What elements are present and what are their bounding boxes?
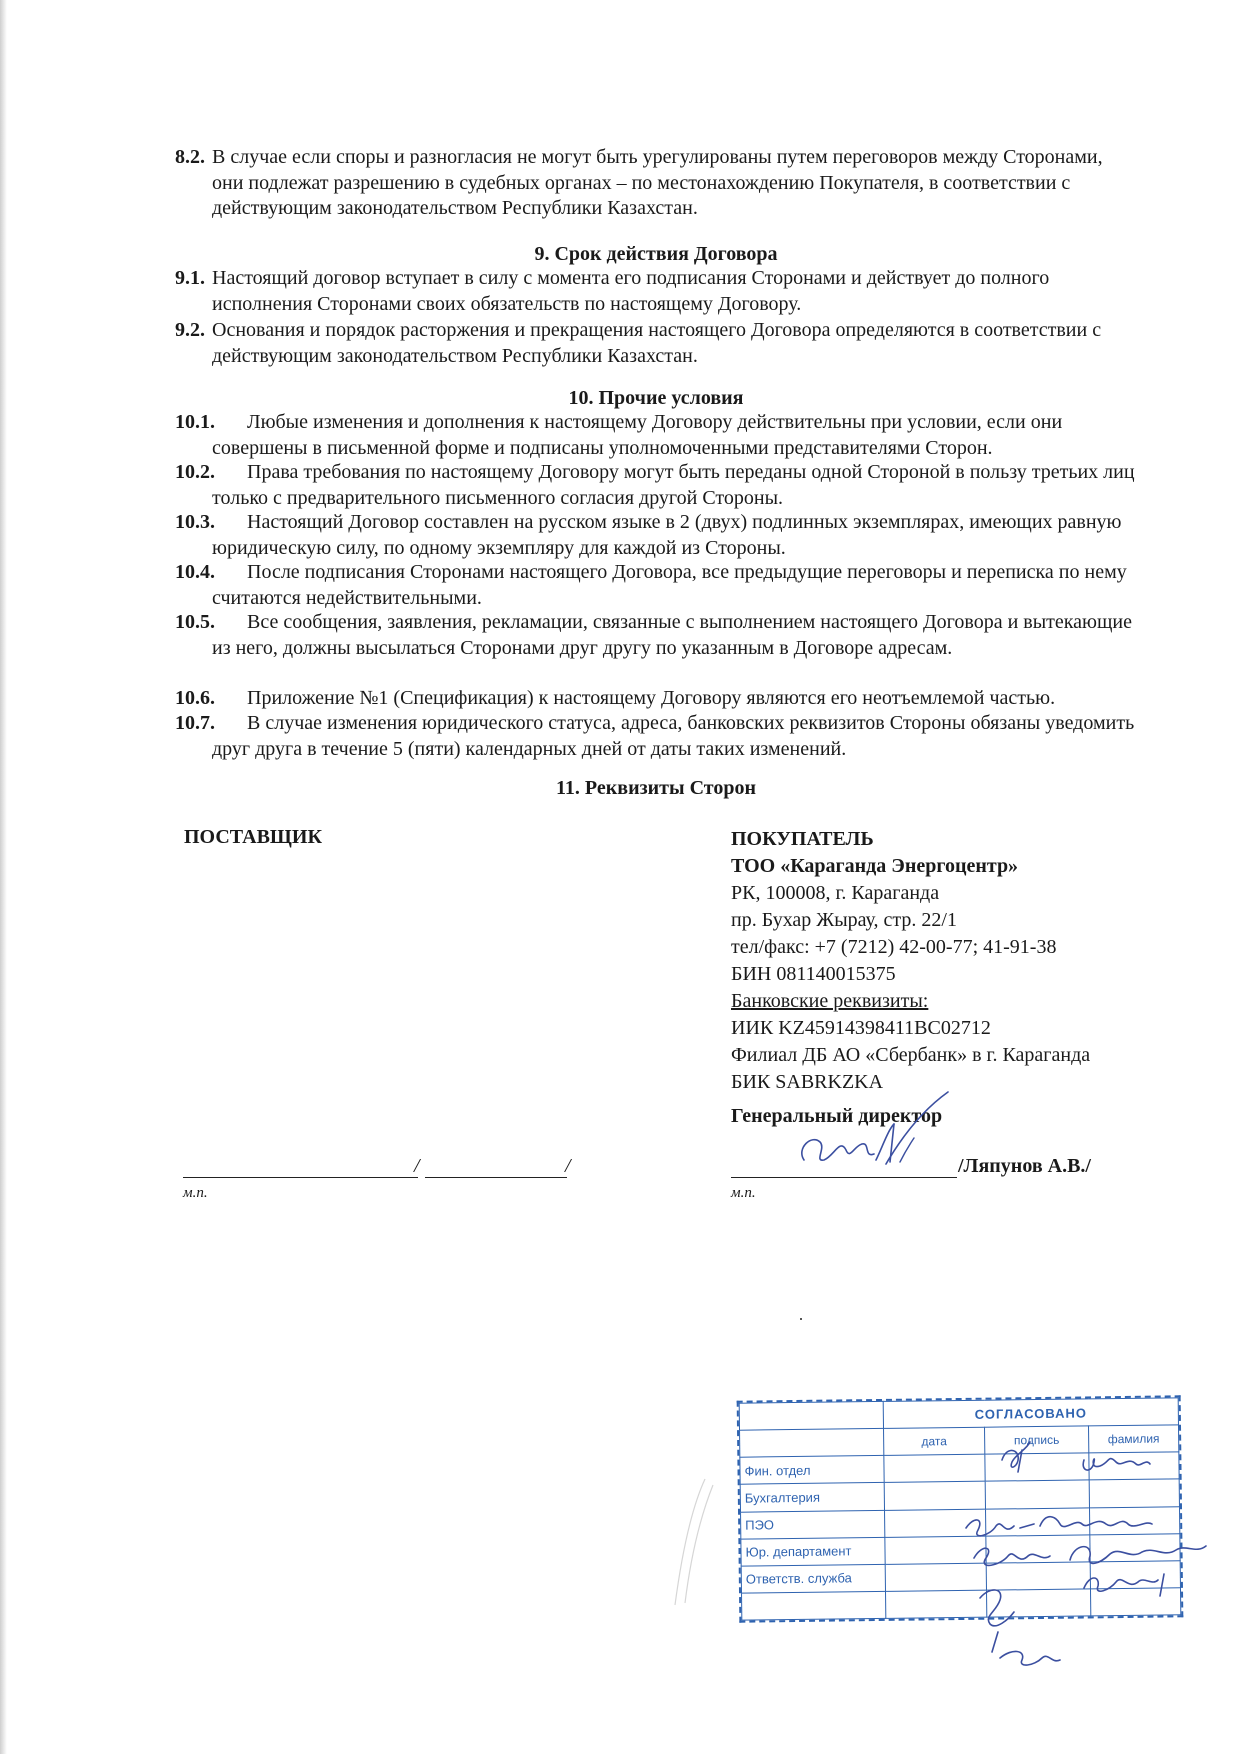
clause-10-4 <box>175 560 1137 611</box>
clause-number: 10.6. <box>175 687 215 709</box>
supplier-stamp-place: м.п. <box>183 1185 208 1201</box>
clause-10-3 <box>175 510 1137 561</box>
buyer-bank-label: Банковские реквизиты: <box>731 990 929 1012</box>
supplier-slash-1: / <box>414 1155 420 1177</box>
clause-10-7 <box>175 711 1137 762</box>
stamp-row-label: Ответств. служба <box>741 1564 885 1593</box>
clause-text: После подписания Сторонами настоящего Договора, все предыдущие переговоры и переписка по нему считаются недействительными. <box>212 561 1127 609</box>
clause-number: 10.1. <box>175 411 215 433</box>
clause-number: 10.3. <box>175 511 215 533</box>
section-10-title: 10. Прочие условия <box>568 387 744 409</box>
clause-text: Права требования по настоящему Договору могут быть переданы одной Стороной в пользу третьих лиц только с предварительного письменного согласия другой Стороны. <box>212 461 1135 509</box>
buyer-bank: Филиал ДБ АО «Сбербанк» в г. Караганда <box>731 1044 1091 1066</box>
stamp-cell <box>742 1591 886 1620</box>
buyer-stamp-place: м.п. <box>731 1185 756 1201</box>
clause-text: В случае если споры и разногласия не могут быть урегулированы путем переговоров между Сторонами, они подлежат разрешению в судебных органах – по местонахождению Покупателя, в соответствии с действующим законодательством Республики Казахстан. <box>212 146 1103 219</box>
clause-text: Основания и порядок расторжения и прекращения настоящего Договора определяются в соответствии с действующим законодательством Республики Казахстан. <box>212 319 1102 367</box>
clause-10-1 <box>175 410 1137 461</box>
stamp-row-label: Фин. отдел <box>740 1456 884 1485</box>
clause-text: Все сообщения, заявления, рекламации, связанные с выполнением настоящего Договора и вытекающие из него, должны высылаться Сторонами друг другу по указанным в Договоре адресам. <box>212 611 1132 659</box>
buyer-director-title: Генеральный директор <box>731 1105 943 1127</box>
buyer-address-1: РК, 100008, г. Караганда <box>731 882 940 904</box>
clause-number: 10.7. <box>175 712 215 734</box>
buyer-director-name: /Ляпунов А.В./ <box>958 1155 1091 1177</box>
stamp-col-date: дата <box>884 1427 985 1455</box>
stamp-corner-cell <box>739 1401 883 1430</box>
clause-9-1 <box>175 266 1137 317</box>
clause-number: 10.4. <box>175 561 215 583</box>
clause-number: 9.1. <box>175 267 205 289</box>
clause-10-5 <box>175 610 1137 661</box>
clause-8-2 <box>175 145 1137 222</box>
supplier-slash-2: / <box>565 1155 571 1177</box>
buyer-iik: ИИК KZ45914398411BC02712 <box>731 1017 991 1039</box>
clause-text: Настоящий Договор составлен на русском языке в 2 (двух) подлинных экземплярах, имеющих равную юридическую силу, по одному экземпляру для каждой из Стороны. <box>212 511 1122 559</box>
stamp-col-signature: подпись <box>985 1426 1089 1454</box>
clause-text: В случае изменения юридического статуса, адреса, банковских реквизитов Стороны обязаны уведомить друг друга в течение 5 (пяти) календарных дней от даты таких изменений. <box>212 712 1135 760</box>
stamp-row-label: ПЭО <box>741 1510 885 1539</box>
clause-number: 8.2. <box>175 146 205 168</box>
clause-10-6 <box>175 686 1137 712</box>
buyer-bik: БИК SABRKZKA <box>731 1071 884 1093</box>
clause-10-2 <box>175 460 1137 511</box>
buyer-heading: ПОКУПАТЕЛЬ <box>731 828 874 850</box>
clause-text: Любые изменения и дополнения к настоящему Договору действительны при условии, если они совершены в письменной форме и подписаны уполномоченными представителями Сторон. <box>212 411 1063 459</box>
clause-number: 9.2. <box>175 319 205 341</box>
stamp-row-label: Юр. департамент <box>741 1537 885 1566</box>
pencil-mark <box>665 1475 725 1615</box>
section-11-title: 11. Реквизиты Сторон <box>556 777 756 799</box>
director-signature <box>790 1090 970 1190</box>
section-9-title: 9. Срок действия Договора <box>534 243 778 265</box>
supplier-name-line <box>425 1177 567 1178</box>
buyer-bin: БИН 081140015375 <box>731 963 896 985</box>
stamp-blank-cell <box>740 1429 884 1458</box>
buyer-details <box>731 826 1090 1096</box>
buyer-company: ТОО «Караганда Энергоцентр» <box>731 855 1019 877</box>
scan-edge <box>0 0 7 1754</box>
clause-number: 10.5. <box>175 611 215 633</box>
clause-9-2 <box>175 318 1137 369</box>
buyer-phone: тел/факс: +7 (7212) 42-00-77; 41-91-38 <box>731 936 1057 958</box>
stamp-col-surname: фамилия <box>1088 1425 1178 1453</box>
supplier-heading: ПОСТАВЩИК <box>184 826 322 848</box>
buyer-address-2: пр. Бухар Жырау, стр. 22/1 <box>731 909 957 931</box>
stamp-title: СОГЛАСОВАНО <box>883 1398 1178 1429</box>
supplier-signature-line <box>183 1177 418 1178</box>
clause-number: 10.2. <box>175 461 215 483</box>
clause-text: Приложение №1 (Спецификация) к настоящему Договору являются его неотъемлемой частью. <box>247 687 1056 709</box>
scan-dot <box>800 1318 802 1320</box>
clause-text: Настоящий договор вступает в силу с момента его подписания Сторонами и действует до полного исполнения Сторонами своих обязательств по настоящему Договору. <box>212 267 1050 315</box>
approval-signatures <box>960 1420 1210 1670</box>
stamp-row-label: Бухгалтерия <box>740 1483 884 1512</box>
